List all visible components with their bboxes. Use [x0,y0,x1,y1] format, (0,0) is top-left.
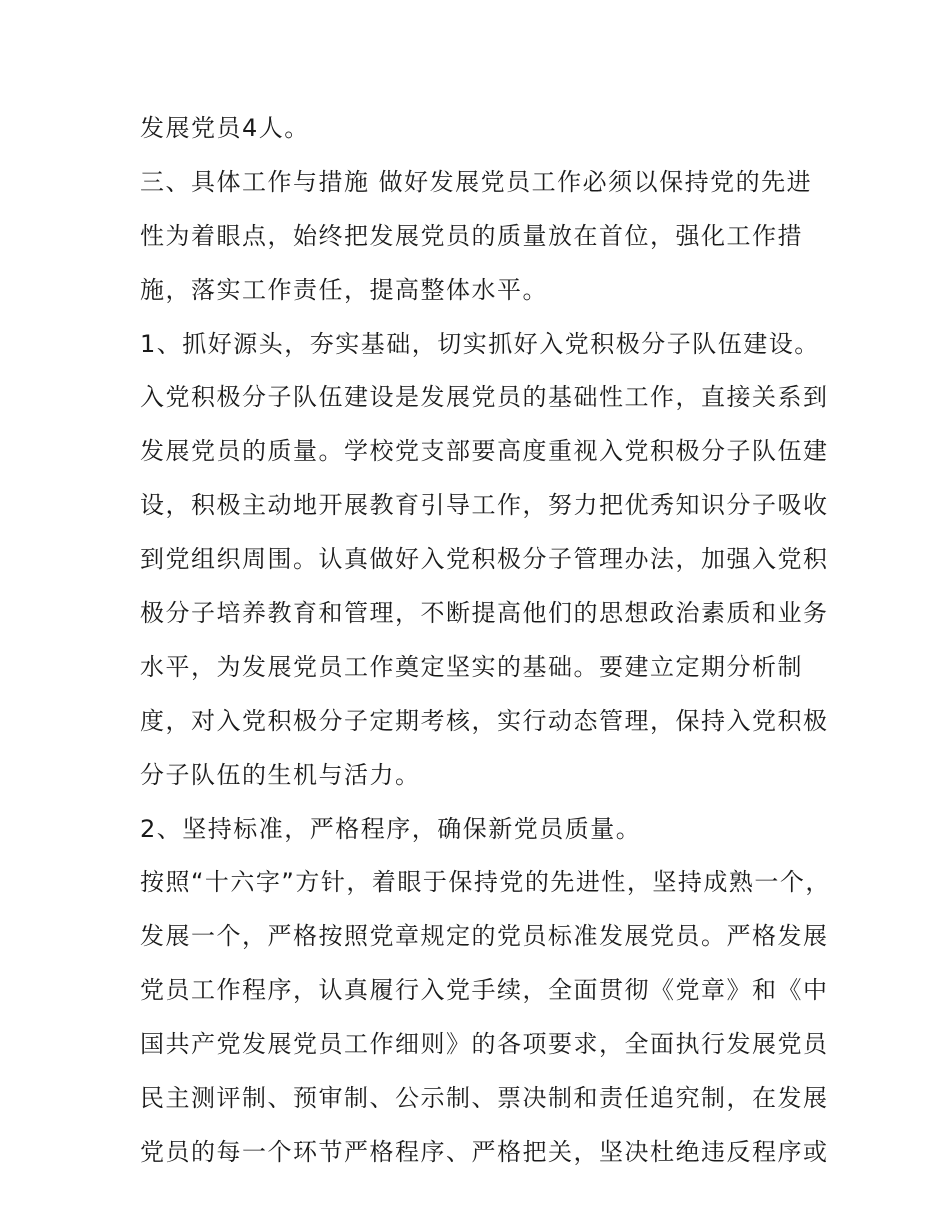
text-line: 发展一个，严格按照党章规定的党员标准发展党员。严格发展 [140,922,829,951]
document-body [140,102,831,1180]
text-line: 民主测评制、预审制、公示制、票决制和责任追究制，在发展 [140,1084,829,1113]
text-line: 发展党员4人。 [140,114,310,142]
text-line: 入党积极分子队伍建设是发展党员的基础性工作，直接关系到 [140,383,829,412]
text-line: 党员工作程序，认真履行入党手续，全面贯彻《党章》和《中 [140,976,829,1005]
text-line: 分子队伍的生机与活力。 [140,760,421,789]
text-line: 国共产党发展党员工作细则》的各项要求，全面执行发展党员 [140,1030,829,1059]
text-line: 施，落实工作责任，提高整体水平。 [140,275,548,304]
text-line: 2、坚持标准，严格程序，确保新党员质量。 [140,814,642,843]
text-line: 水平，为发展党员工作奠定坚实的基础。要建立定期分析制 [140,652,803,681]
text-line: 党员的每一个环节严格程序、严格把关，坚决杜绝违反程序或 [140,1137,829,1166]
text-line: 设，积极主动地开展教育引导工作，努力把优秀知识分子吸收 [140,491,829,520]
text-line: 按照“十六字”方针，着眼于保持党的先进性，坚持成熟一个， [140,868,831,897]
text-line: 到党组织周围。认真做好入党积极分子管理办法，加强入党积 [140,545,829,574]
text-line: 性为着眼点，始终把发展党员的质量放在首位，强化工作措 [140,221,803,250]
text-line: 三、具体工作与措施 做好发展党员工作必须以保持党的先进 [140,167,813,196]
text-line: 极分子培养教育和管理，不断提高他们的思想政治素质和业务 [140,599,829,628]
text-line: 1、抓好源头，夯实基础，切实抓好入党积极分子队伍建设。 [140,329,820,358]
text-line: 发展党员的质量。学校党支部要高度重视入党积极分子队伍建 [140,437,829,466]
text-line: 度，对入党积极分子定期考核，实行动态管理，保持入党积极 [140,706,829,735]
